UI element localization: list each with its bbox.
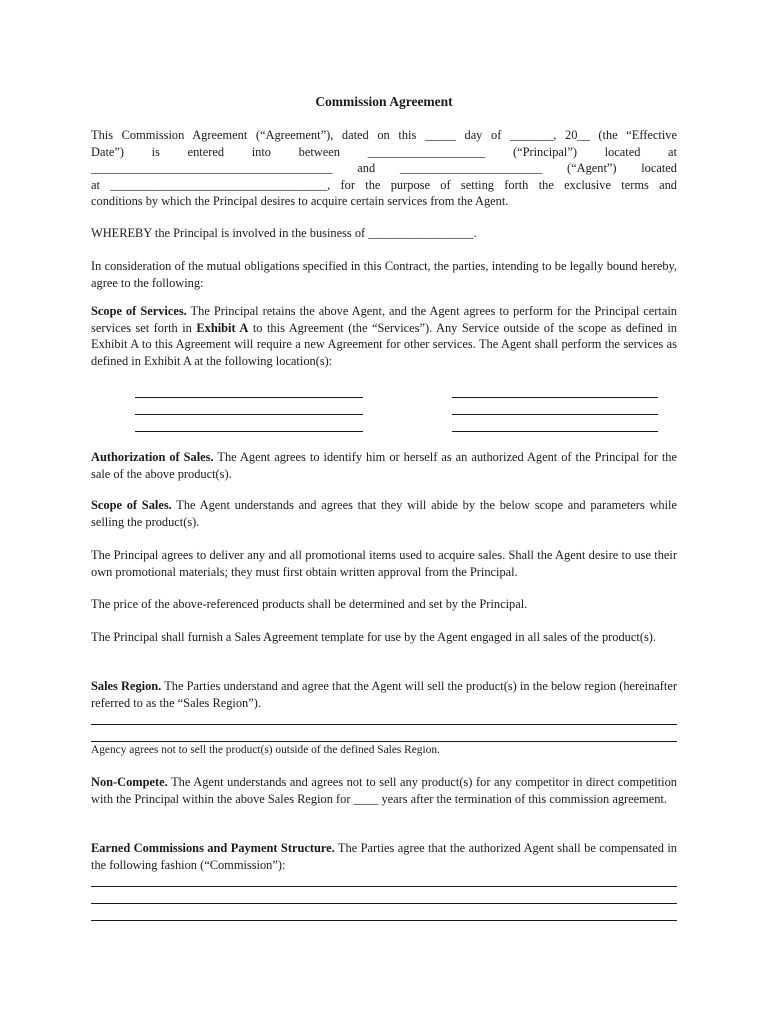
sales-region-paragraph bbox=[91, 678, 677, 711]
non-compete-text: The Agent understands and agrees not to sell any product(s) for any competitor in direct competition with the Principal within the above Sales Region for ____ years after the termination of this commission agreement. bbox=[91, 775, 677, 806]
commission-line-1 bbox=[91, 886, 677, 887]
promotional-paragraph: The Principal agrees to deliver any and all promotional items used to acquire sales. Shall the Agent desire to use their own promotional materials; they must first obtain written approval from the Principal. bbox=[91, 548, 677, 579]
location-line-left-2 bbox=[135, 414, 363, 415]
non-compete-heading: Non-Compete. bbox=[91, 775, 168, 789]
scope-of-sales-paragraph bbox=[91, 497, 677, 530]
sales-region-heading: Sales Region. bbox=[91, 679, 162, 693]
intro-line-1: This Commission Agreement (“Agreement”), dated on this _____ day of _______, 20__ (the “Effective bbox=[91, 128, 677, 142]
whereby-paragraph: WHEREBY the Principal is involved in the business of _________________. bbox=[91, 226, 477, 240]
authorization-text: The Agent agrees to identify him or herself as an authorized Agent of the Principal for the sale of the above product(s). bbox=[91, 450, 677, 481]
consideration-paragraph: In consideration of the mutual obligations specified in this Contract, the parties, intending to be legally bound hereby, agree to the following: bbox=[91, 259, 677, 290]
scope-of-sales-heading: Scope of Sales. bbox=[91, 498, 172, 512]
commission-line-2 bbox=[91, 903, 677, 904]
non-compete-paragraph bbox=[91, 774, 677, 807]
earned-commissions-text: The Parties agree that the authorized Agent shall be compensated in the following fashion (“Commission”): bbox=[91, 841, 677, 872]
location-line-left-3 bbox=[135, 431, 363, 432]
earned-commissions-paragraph bbox=[91, 840, 677, 873]
exhibit-a-reference: Exhibit A bbox=[196, 320, 249, 335]
scope-of-sales-text: The Agent understands and agrees that they will abide by the below scope and parameters while selling the product(s). bbox=[91, 498, 677, 529]
commission-line-3 bbox=[91, 920, 677, 921]
location-line-left-1 bbox=[135, 397, 363, 398]
document-title: Commission Agreement bbox=[315, 94, 453, 109]
location-line-right-1 bbox=[452, 397, 658, 398]
scope-of-services-text-a: The Principal retains the above Agent, and the Agent agrees to perform for the Principal certain services set forth in bbox=[91, 304, 677, 335]
intro-line-4: at ___________________________________, for the purpose of setting forth the exclusive terms and bbox=[91, 178, 677, 192]
location-line-right-2 bbox=[452, 414, 658, 415]
intro-line-5: conditions by which the Principal desires to acquire certain services from the Agent. bbox=[91, 194, 509, 208]
location-line-right-3 bbox=[452, 431, 658, 432]
sales-region-line-1 bbox=[91, 724, 677, 725]
authorization-heading: Authorization of Sales. bbox=[91, 450, 214, 464]
scope-of-services-text-b: to this Agreement (the “Services”). Any Service outside of the scope as defined in Exhibit A to this Agreement will require a new Agreement for other services. The Agent shall perform the services as defined in Exhibit A at the following location(s): bbox=[91, 320, 677, 368]
scope-of-services-heading: Scope of Services. bbox=[91, 304, 187, 318]
sales-region-text: The Parties understand and agree that the Agent will sell the product(s) in the below region (hereinafter referred to as the “Sales Region”). bbox=[91, 679, 677, 710]
agency-note: Agency agrees not to sell the product(s) outside of the defined Sales Region. bbox=[91, 744, 440, 756]
template-paragraph: The Principal shall furnish a Sales Agreement template for use by the Agent engaged in all sales of the product(s). bbox=[91, 630, 656, 644]
scope-of-services-paragraph bbox=[91, 303, 677, 369]
earned-commissions-heading: Earned Commissions and Payment Structure. bbox=[91, 841, 335, 855]
price-paragraph: The price of the above-referenced products shall be determined and set by the Principal. bbox=[91, 597, 528, 611]
intro-line-2: Date”) is entered into between ___________________ (“Principal”) located at bbox=[91, 145, 677, 159]
authorization-paragraph bbox=[91, 449, 677, 482]
intro-line-3: _______________________________________ and _______________________ (“Agent”) located bbox=[91, 161, 677, 175]
